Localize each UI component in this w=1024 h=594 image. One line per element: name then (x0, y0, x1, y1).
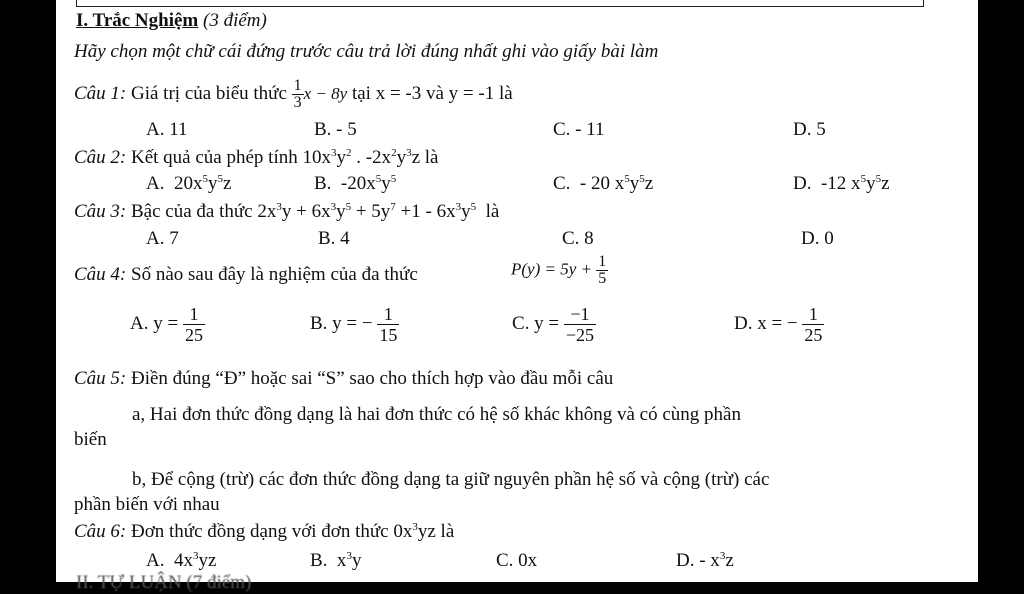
q4-polynomial: P(y) = 5y + $\frac{1}{5}$ (511, 253, 607, 287)
q3-option-b[interactable]: B. 4 (318, 228, 350, 249)
q2-option-c[interactable]: C. - 20 $x^5y^5z$ (553, 173, 654, 194)
q2-option-b[interactable]: B. $-20x^5y^5$ (314, 173, 397, 194)
q4-option-d[interactable]: D. x = − $\frac{1}{25}$ (734, 304, 823, 345)
q1-fraction: $\frac{1}{3}$ (293, 77, 302, 111)
q4-option-b[interactable]: B. y = − $\frac{1}{15}$ (310, 304, 398, 345)
q5-statement-b: b, Để cộng (trừ) các đơn thức đồng dạng ta giữ nguyên phần hệ số và cộng (trừ) các (132, 469, 770, 490)
question-6: Câu 6: Đơn thức đồng dạng với đơn thức $0x^3yz$ là (74, 521, 455, 542)
question-2: Câu 2: Kết quả của phép tính $10x^3y^2$ . $-2x^2y^3z$ là (74, 147, 439, 168)
q6-option-c[interactable]: C. 0x (496, 550, 538, 571)
q6-option-b[interactable]: B. $x^3y$ (310, 550, 362, 571)
q1-option-c[interactable]: C. - 11 (553, 119, 605, 140)
q2-option-d[interactable]: D. -12 $x^5y^5z$ (793, 173, 890, 194)
q5-statement-b-cont: phần biến với nhau (74, 494, 220, 515)
q2-option-a[interactable]: A. $20x^5y^5z$ (146, 173, 232, 194)
q1-option-a[interactable]: A. 11 (146, 119, 188, 140)
q4-option-a[interactable]: A. y = $\frac{1}{25}$ (130, 304, 203, 345)
next-section-cutoff: II. TỰ LUẬN (7 điểm) (76, 572, 252, 593)
question-5: Câu 5: Điền đúng “Đ” hoặc sai “S” sao cho thích hợp vào đầu mỗi câu (74, 368, 614, 389)
q5-statement-a-cont: biến (74, 429, 107, 450)
section-title: I. Trắc Nghiệm (3 điểm) (76, 10, 267, 31)
q6-option-a[interactable]: A. $4x^3yz$ (146, 550, 217, 571)
q3-option-a[interactable]: A. 7 (146, 228, 179, 249)
q5-statement-a: a, Hai đơn thức đồng dạng là hai đơn thức có hệ số khác không và có cùng phần (132, 404, 741, 425)
instruction: Hãy chọn một chữ cái đứng trước câu trả lời đúng nhất ghi vào giấy bài làm (74, 41, 659, 62)
question-3: Câu 3: Bậc của đa thức $2x^3y + 6x^3y^5 + 5y^7 +1 - 6x^3y^5$ là (74, 201, 500, 222)
q6-option-d[interactable]: D. - $x^3z$ (676, 550, 734, 571)
question-4: Câu 4: Số nào sau đây là nghiệm của đa thức (74, 264, 418, 285)
q1-option-d[interactable]: D. 5 (793, 119, 826, 140)
top-border (76, 0, 924, 7)
question-1: Câu 1: Giá trị của biểu thức $\frac{1}{3}$ x − 8y tại x = -3 và y = -1 là (74, 77, 513, 111)
q4-option-c[interactable]: C. y = $\frac{-1}{-25}$ (512, 304, 595, 345)
q1-option-b[interactable]: B. - 5 (314, 119, 357, 140)
q3-option-c[interactable]: C. 8 (562, 228, 594, 249)
exam-sheet (56, 0, 978, 593)
q3-option-d[interactable]: D. 0 (801, 228, 834, 249)
